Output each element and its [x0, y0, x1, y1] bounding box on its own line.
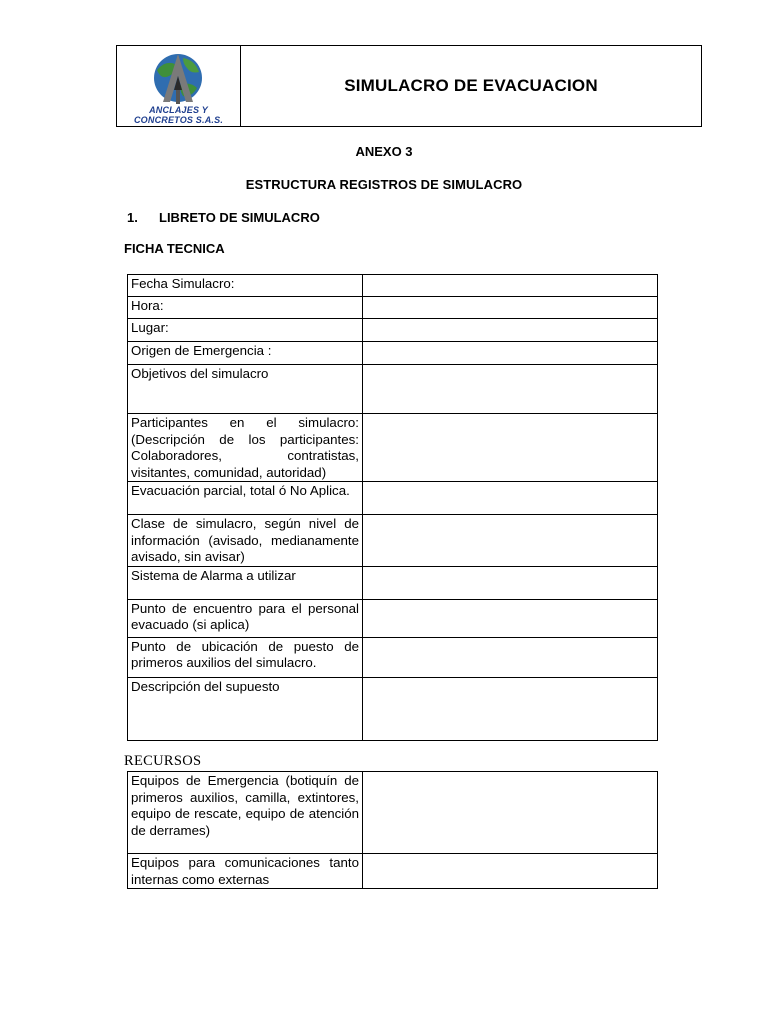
logo-text-line1: ANCLAJES Y [149, 105, 208, 115]
annex-label: ANEXO 3 [355, 144, 413, 159]
row-label: Origen de Emergencia : [128, 342, 363, 365]
company-logo-icon [147, 50, 209, 106]
table-row [128, 297, 658, 319]
section-heading [127, 210, 320, 225]
row-label: Descripción del supuesto [128, 677, 363, 740]
ficha-tecnica-table [127, 274, 658, 741]
document-header [116, 45, 702, 127]
row-label: Hora: [128, 297, 363, 319]
logo [117, 46, 241, 126]
table-row [128, 854, 658, 889]
table-row [128, 637, 658, 677]
section-title: LIBRETO DE SIMULACRO [159, 210, 320, 225]
row-label: Fecha Simulacro: [128, 275, 363, 297]
row-value-field[interactable] [363, 772, 658, 854]
recursos-title: RECURSOS [124, 753, 202, 769]
row-label: Objetivos del simulacro [128, 365, 363, 414]
row-value-field[interactable] [363, 414, 658, 482]
row-value-field[interactable] [363, 297, 658, 319]
table-row [128, 319, 658, 342]
section-number: 1. [127, 210, 138, 225]
row-value-field[interactable] [363, 854, 658, 889]
document-subtitle: ESTRUCTURA REGISTROS DE SIMULACRO [245, 177, 523, 192]
table-row [128, 566, 658, 599]
row-label: Punto de ubicación de puesto de primeros auxilios del simulacro. [128, 637, 363, 677]
table-row [128, 599, 658, 637]
document-title: SIMULACRO DE EVACUACION [344, 76, 598, 95]
row-value-field[interactable] [363, 637, 658, 677]
table-row [128, 414, 658, 482]
row-value-field[interactable] [363, 599, 658, 637]
row-label: Clase de simulacro, según nivel de información (avisado, medianamente avisado, sin avisar) [128, 515, 363, 567]
row-value-field[interactable] [363, 515, 658, 567]
row-value-field[interactable] [363, 677, 658, 740]
row-value-field[interactable] [363, 342, 658, 365]
row-label: Sistema de Alarma a utilizar [128, 566, 363, 599]
table-row [128, 772, 658, 854]
table-row [128, 515, 658, 567]
row-label: Equipos de Emergencia (botiquín de primeros auxilios, camilla, extintores, equipo de rescate, equipo de atención de derrames) [128, 772, 363, 854]
row-label: Equipos para comunicaciones tanto internas como externas [128, 854, 363, 889]
table-row [128, 275, 658, 297]
row-label: Evacuación parcial, total ó No Aplica. [128, 482, 363, 515]
row-label: Punto de encuentro para el personal evacuado (si aplica) [128, 599, 363, 637]
row-value-field[interactable] [363, 566, 658, 599]
row-value-field[interactable] [363, 319, 658, 342]
row-value-field[interactable] [363, 275, 658, 297]
ficha-tecnica-title: FICHA TECNICA [124, 241, 225, 256]
table-row [128, 677, 658, 740]
recursos-table [127, 771, 658, 889]
table-row [128, 482, 658, 515]
row-value-field[interactable] [363, 365, 658, 414]
table-row [128, 342, 658, 365]
row-label: Lugar: [128, 319, 363, 342]
row-label: Participantes en el simulacro: (Descripción de los participantes: Colaboradores, contratistas, visitantes, comunidad, autoridad) [128, 414, 363, 482]
logo-text-line2: CONCRETOS S.A.S. [133, 115, 224, 125]
row-value-field[interactable] [363, 482, 658, 515]
table-row [128, 365, 658, 414]
